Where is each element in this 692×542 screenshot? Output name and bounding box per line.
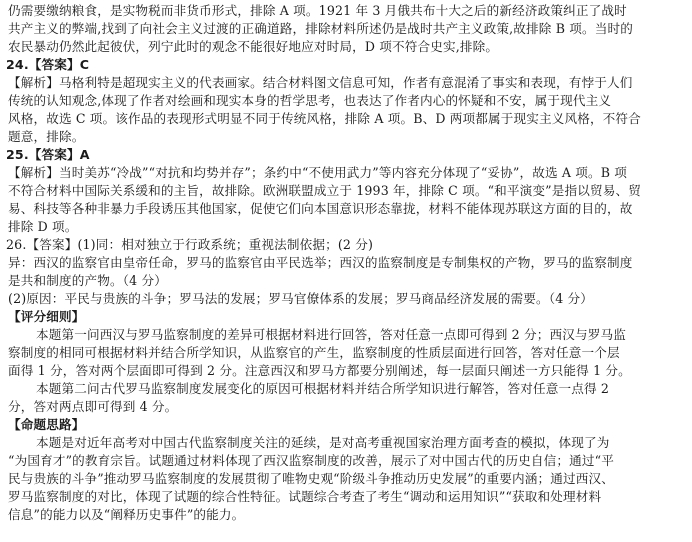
scoring-line: 分，答对两点即可得到 4 分。 bbox=[8, 399, 178, 414]
analysis-line: 【解析】马格利特是超现实主义的代表画家。结合材料图文信息可知，作者有意混淆了事实和表现，有悖于人们 bbox=[8, 75, 633, 90]
text-line: 仍需要缴纳粮食，是实物税而非货币形式，排除 A 项。1921 年 3 月俄共布十大之后的新经济政策纠正了战时 bbox=[8, 3, 627, 18]
design-line: 罗马监察制度的对比，体现了试题的综合性特征。试题综合考查了考生“调动和运用知识”“获取和处理材料 bbox=[8, 489, 602, 504]
answer-heading-25: 25.【答案】A bbox=[6, 147, 90, 162]
text-line: 农民暴动仍然此起彼伏，列宁此时的观念不能很好地应对时局，D 项不符合史实,排除。 bbox=[8, 39, 499, 54]
design-line: “为国育才”的教育宗旨。试题通过材料体现了西汉监察制度的改善，展示了对中国古代的历史自信；通过“平 bbox=[8, 453, 614, 468]
answer-heading-26: 26.【答案】(1)同：相对独立于行政系统；重视法制依据；(2 分) bbox=[6, 237, 374, 252]
text-line: 风格，故选 C 项。该作品的表现形式明显不同于传统风格，排除 A 项。B、D 两项都属于现实主义风格，不符合 bbox=[8, 111, 641, 126]
text-line: (2)原因：平民与贵族的斗争；罗马法的发展；罗马官僚体系的发展；罗马商品经济发展的需要。（4 分） bbox=[8, 291, 594, 306]
analysis-line: 【解析】当时美苏“冷战”“对抗和均势并存”；条约中“不使用武力”等内容充分体现了“妥协”，故选 A 项。B 项 bbox=[8, 165, 628, 180]
scoring-line: 察制度的相同可根据材料并结合所学知识，从监察官的产生，监察制度的性质层面进行回答，答对任意一个层 bbox=[8, 345, 620, 360]
scoring-line: 本题第一问西汉与罗马监察制度的差异可根据材料进行回答，答对任意一点即可得到 2 分；西汉与罗马监 bbox=[36, 327, 626, 342]
design-idea-heading: 【命题思路】 bbox=[8, 417, 85, 432]
text-line: 排除 D 项。 bbox=[8, 219, 78, 234]
text-line: 共产主义的弊端,找到了向社会主义过渡的正确道路，排除材料所述仍是战时共产主义政策,故排除 B 项。当时的 bbox=[8, 21, 633, 36]
text-line: 不符合材料中国际关系缓和的主旨，故排除。欧洲联盟成立于 1993 年，排除 C 项。“和平演变”是指以贸易、贸 bbox=[8, 183, 641, 198]
text-line: 是共和制度的产物。（4 分） bbox=[8, 273, 167, 288]
design-line: 民与贵族的斗争”推动罗马监察制度的发展贯彻了唯物史观“阶级斗争推动历史发展”的重要内涵；通过西汉、 bbox=[8, 471, 614, 486]
text-line: 题意，排除。 bbox=[8, 129, 85, 144]
scoring-line: 面得 1 分，答对两个层面即可得到 2 分。注意西汉和罗马方都要分别阐述，每一层面只阐述一方只能得 1 分。 bbox=[8, 363, 631, 378]
answer-heading-24: 24.【答案】C bbox=[6, 57, 90, 72]
text-line: 传统的认知观念,体现了作者对绘画和现实本身的哲学思考，也表达了作者内心的怀疑和不安，属于现代主义 bbox=[8, 93, 612, 108]
design-line: 本题是对近年高考对中国古代监察制度关注的延续，是对高考重视国家治理方面考查的模拟，体现了为 bbox=[36, 435, 610, 450]
scoring-line: 本题第二问古代罗马监察制度发展变化的原因可根据材料并结合所学知识进行解答，答对任意一点得 2 bbox=[36, 381, 610, 396]
text-line: 异：西汉的监察官由皇帝任命，罗马的监察官由平民选举；西汉的监察制度是专制集权的产物，罗马的监察制度 bbox=[8, 255, 633, 270]
text-line: 易、科技等各种非暴力手段诱压其他国家，促使它们向本国意识形态靠拢，材料不能体现苏联这方面的目的，故 bbox=[8, 201, 633, 216]
design-line: 信息”的能力以及“阐释历史事件”的能力。 bbox=[8, 507, 245, 522]
scoring-rules-heading: 【评分细则】 bbox=[8, 309, 85, 324]
